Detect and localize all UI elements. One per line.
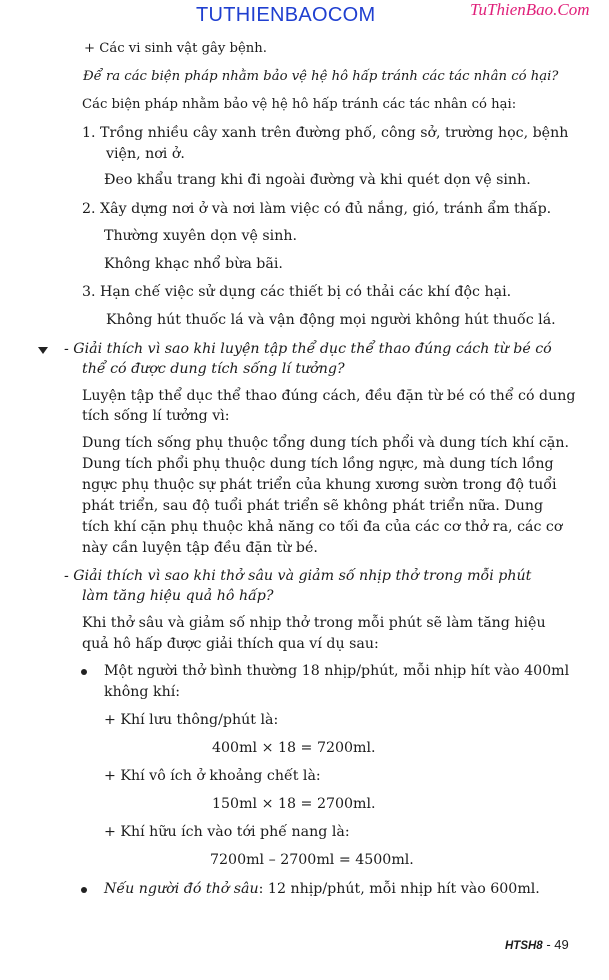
question-heading: làm tăng hiệu quả hô hấp? xyxy=(82,588,274,604)
text-line: Các biện pháp nhằm bảo vệ hệ hô hấp tránh các tác nhân có hại: xyxy=(82,97,517,112)
page-footer xyxy=(505,937,569,952)
formula: 400ml × 18 = 7200ml. xyxy=(212,740,376,756)
text-line: quả hô hấp được giải thích qua ví dụ sau: xyxy=(82,636,379,652)
bullet-icon xyxy=(81,887,87,893)
text-line: phát triển, sau độ tuổi phát triển sẽ không phát triển nữa. Dung xyxy=(82,498,544,514)
formula: 150ml × 18 = 2700ml. xyxy=(212,796,376,812)
formula: 7200ml – 2700ml = 4500ml. xyxy=(210,852,414,868)
question-heading: thể có được dung tích sống lí tưởng? xyxy=(82,361,345,377)
numbered-item: 3. Hạn chế việc sử dụng các thiết bị có thải các khí độc hại. xyxy=(82,284,512,300)
numbered-item: 1. Trồng nhiều cây xanh trên đường phố, công sở, trường học, bệnh xyxy=(82,125,569,141)
question-heading: Để ra các biện pháp nhằm bảo vệ hệ hô hấp tránh các tác nhân có hại? xyxy=(83,69,559,84)
text-line: Thường xuyên dọn vệ sinh. xyxy=(104,228,297,244)
deep-breath-label: Nếu người đó thở sâu xyxy=(104,881,259,897)
text-line: Không hút thuốc lá và vận động mọi người không hút thuốc lá. xyxy=(106,312,556,328)
sub-item: + Khí vô ích ở khoảng chết là: xyxy=(104,768,321,784)
text-line: ngực phụ thuộc sự phát triển của khung xương sườn trong độ tuổi xyxy=(82,477,557,493)
text-line: không khí: xyxy=(104,684,181,700)
text-line: Dung tích phổi phụ thuộc dung tích lồng ngực, mà dung tích lồng xyxy=(82,456,554,472)
text-line: Luyện tập thể dục thể thao đúng cách, đều đặn từ bé có thể có dung xyxy=(82,388,576,404)
page-number: - 49 xyxy=(546,937,569,952)
sub-item: + Khí hữu ích vào tới phế nang là: xyxy=(104,824,350,840)
site-header: TUTHIENBAOCOM xyxy=(196,4,376,26)
question-heading: - Giải thích vì sao khi luyện tập thể dục thể thao đúng cách từ bé có xyxy=(64,341,552,357)
text-line: : 12 nhịp/phút, mỗi nhịp hít vào 600ml. xyxy=(258,881,540,897)
sub-item: + Khí lưu thông/phút là: xyxy=(104,712,279,728)
text-line: Đeo khẩu trang khi đi ngoài đường và khi quét dọn vệ sinh. xyxy=(104,172,531,188)
text-line: viện, nơi ở. xyxy=(106,146,185,162)
bullet-item: Một người thở bình thường 18 nhịp/phút, mỗi nhịp hít vào 400ml xyxy=(104,663,570,679)
question-heading: - Giải thích vì sao khi thở sâu và giảm số nhịp thở trong mỗi phút xyxy=(64,568,532,584)
numbered-item: 2. Xây dựng nơi ở và nơi làm việc có đủ nắng, gió, tránh ẩm thấp. xyxy=(82,201,552,217)
arrow-down-icon xyxy=(38,347,48,354)
text-line: tích sống lí tưởng vì: xyxy=(82,408,230,424)
watermark-logo: TuThienBao.Com xyxy=(470,0,590,19)
text-line: này cần luyện tập đều đặn từ bé. xyxy=(82,540,318,556)
text-line: tích khí cặn phụ thuộc khả năng co tối đa của các cơ thở ra, các cơ xyxy=(82,519,563,535)
book-code: HTSH8 xyxy=(505,940,543,952)
text-line: Khi thở sâu và giảm số nhịp thở trong mỗi phút sẽ làm tăng hiệu xyxy=(82,615,546,631)
text-line: + Các vi sinh vật gây bệnh. xyxy=(84,41,267,56)
bullet-icon xyxy=(81,669,87,675)
bullet-item xyxy=(104,880,540,898)
text-line: Dung tích sống phụ thuộc tổng dung tích phổi và dung tích khí cặn. xyxy=(82,435,570,451)
text-line: Không khạc nhổ bừa bãi. xyxy=(104,256,283,272)
